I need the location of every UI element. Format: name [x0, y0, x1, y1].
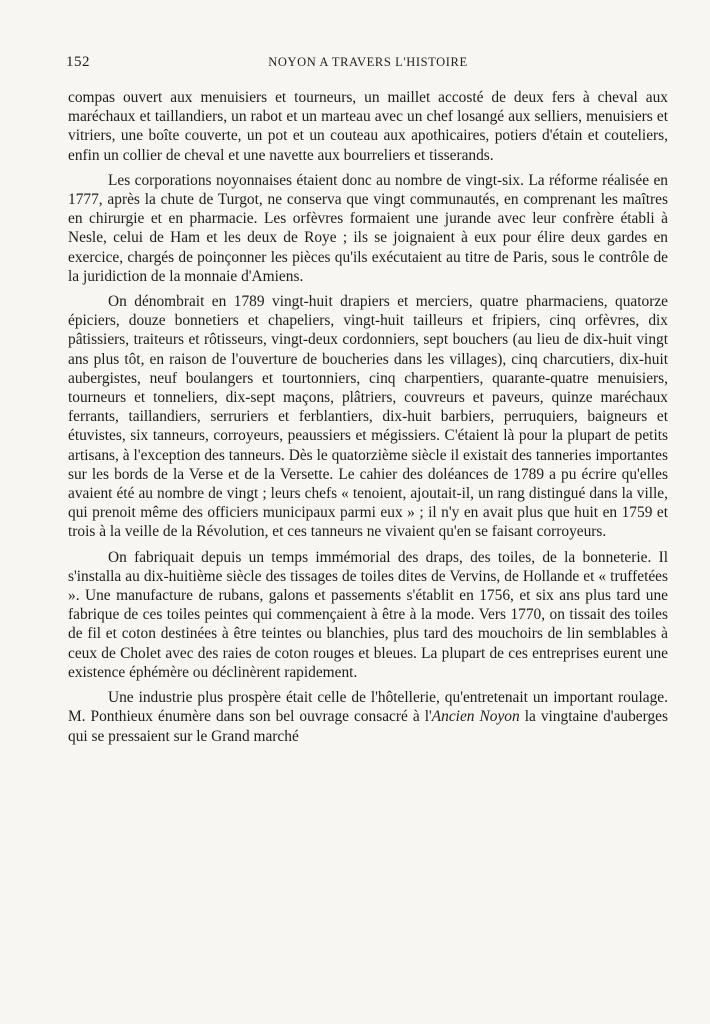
- running-title: NOYON A TRAVERS L'HISTOIRE: [268, 55, 468, 69]
- paragraph-census-1789: On dénombrait en 1789 vingt-huit drapiers et merciers, quatre pharmaciens, quatorze épiciers, douze bonnetiers et chapeliers, vingt-huit tailleurs et fripiers, cinq orfèvres, dix pâtissiers, traiteurs et rôtisseurs, vingt-deux cordonniers, sept bouchers (au lieu de dix-huit vingt ans plus tôt, en raison de l'ouverture de boucheries dans les villages), cinq charcutiers, dix-huit aubergistes, neuf boulangers et tourtonniers, cinq charpentiers, quarante-quatre menuisiers, tourneurs et tonneliers, dix-sept maçons, plâtriers, couvreurs et paveurs, quinze maréchaux ferrants, taillandiers, serruriers et ferblantiers, dix-huit barbiers, perruquiers, baigneurs et étuvistes, six tanneurs, corroyeurs, peaussiers et mégissiers. C'étaient là pour la plupart de petits artisans, à l'exception des tanneurs. Dès le quatorzième siècle il existait des tanneries importantes sur les bords de la Verse et de la Versette. Le cahier des doléances de 1789 a pu écrire qu'elles avaient été au nombre de vingt ; leurs chefs « tenoient, ajoutait-il, un rang distingué dans la ville, qui prenoit même des officiers municipaux parmi eux » ; il n'y en avait plus que huit en 1759 et trois à la veille de la Révolution, et ces tanneurs ne vivaient qu'en se faisant corroyeurs.: [68, 293, 668, 541]
- paragraph-text-start: Une industrie plus prospère était celle de l'hôtellerie, qu'entretenait un important roulage. M. Ponthieux énumère dans son bel ouvrage consacré à l': [68, 689, 668, 726]
- book-title-ancien-noyon: Ancien Noyon: [431, 708, 520, 726]
- paragraph-textile-manufacture: On fabriquait depuis un temps immémorial des draps, des toiles, de la bonneterie. Il s'installa au dix-huitième siècle des tissages de toiles dites de Vervins, de Hollande et « truffetées ». Une manufacture de rubans, galons et passements s'établit en 1756, et six ans plus tard une fabrique de ces toiles peintes qui commençaient à être à la mode. Vers 1770, on tissait des toiles de fil et coton destinées à être teintes ou blanchies, plus tard des mouchoirs de lin semblables à ceux de Cholet avec des raies de coton rouges et bleues. La plupart de ces entreprises eurent une existence éphémère ou déclinèrent rapidement.: [68, 548, 668, 681]
- paragraph-text-end: la vingtaine d'auberges qui se pressaient sur le Grand marché: [68, 708, 668, 745]
- page-header: [68, 50, 668, 76]
- body-text: [68, 88, 668, 746]
- paragraph-corporations: Les corporations noyonnaises étaient donc au nombre de vingt-six. La réforme réalisée en 1777, après la chute de Turgot, ne conserva que vingt communautés, en comprenant les maîtres en chirurgie et en pharmacie. Les orfèvres formaient une jurande avec leur confrère établi à Nesle, celui de Ham et les deux de Roye ; ils se joignaient à eux pour élire deux gardes en exercice, chargés de poinçonner les pièces qu'ils exécutaient au titre de Paris, sous le contrôle de la juridiction de la monnaie d'Amiens.: [68, 171, 668, 285]
- page-number: 152: [66, 54, 90, 70]
- paragraph-hotel-industry: [68, 688, 668, 746]
- paragraph-guild-emblems: compas ouvert aux menuisiers et tourneurs, un maillet accosté de deux fers à cheval aux maréchaux et taillandiers, un rabot et un marteau avec un chef losangé aux selliers, menuisiers et vitriers, une boîte couverte, un pot et un couteau aux apothicaires, potiers d'étain et couteliers, enfin un collier de cheval et une navette aux bourreliers et tisserands.: [68, 89, 668, 164]
